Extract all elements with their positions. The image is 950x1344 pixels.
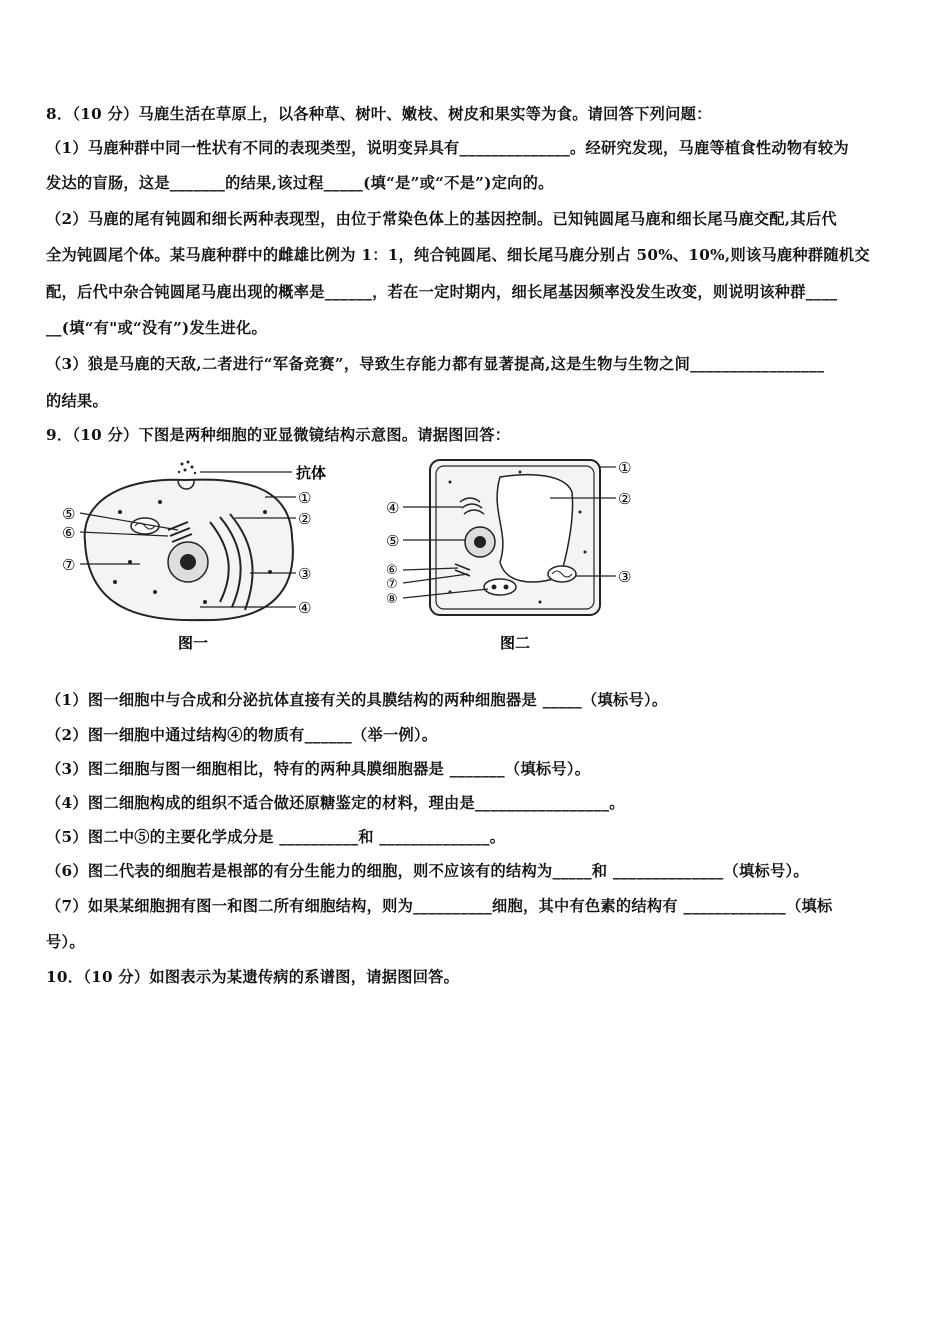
fig2-label-7: ⑦ [386,577,398,592]
q8-part1-line2: 发达的盲肠，这是_______的结果,该过程_____(填“是”或“不是”)定向的。 [46,174,554,192]
fig1-label-3: ③ [298,565,312,583]
fig2-label-3: ③ [618,568,632,586]
q8-part2-line2: 全为钝圆尾个体。某马鹿种群中的雌雄比例为 1：1，纯合钝圆尾、细长尾马鹿分别占 50%、10%,则该马鹿种群随机交 [46,246,870,264]
fig2-label-6: ⑥ [386,563,398,578]
fig1-label-5: ⑤ [62,505,76,523]
figure1-animal-cell [62,461,326,653]
q9-sub3: （3）图二细胞与图一细胞相比，特有的两种具膜细胞器是 _______（填标号）。 [46,760,591,778]
q8-part2-line1: （2）马鹿的尾有钝圆和细长两种表现型，由位于常染色体上的基因控制。已知钝圆尾马鹿和细长尾马鹿交配,其后代 [46,210,837,228]
q8-part2-line3: 配，后代中杂合钝圆尾马鹿出现的概率是______，若在一定时期内，细长尾基因频率没发生改变，则说明该种群____ [46,283,838,301]
figure1-caption: 图一 [178,634,209,652]
fig1-label-2: ② [298,510,312,528]
q8-part1-line1: （1）马鹿种群中同一性状有不同的表现类型，说明变异具有______________。经研究发现，马鹿等植食性动物有较为 [46,139,849,157]
q8-part2-line4: __(填“有"或“没有”)发生进化。 [46,319,267,337]
fig2-label-4: ④ [386,499,400,517]
q9-stem: 9．（10 分）下图是两种细胞的亚显微镜结构示意图。请据图回答： [46,426,511,444]
fig2-label-1: ① [618,459,632,477]
q9-sub7-line2: 号）。 [46,933,85,951]
q9-sub7-line1: （7）如果某细胞拥有图一和图二所有细胞结构，则为__________细胞，其中有色素的结构有 _____________（填标 [46,897,833,915]
q8-part3-line2: 的结果。 [46,392,108,410]
q8-stem: 8．（10 分）马鹿生活在草原上，以各种草、树叶、嫩枝、树皮和果实等为食。请回答下列问题： [46,105,712,123]
fig1-label-7: ⑦ [62,556,76,574]
fig1-label-4: ④ [298,599,312,617]
fig2-label-8: ⑧ [386,592,398,607]
fig2-label-5: ⑤ [386,532,400,550]
cell-diagrams [60,452,660,662]
q9-sub2: （2）图一细胞中通过结构④的物质有______（举一例）。 [46,726,438,744]
fig1-label-1: ① [298,489,312,507]
q8-part3-line1: （3）狼是马鹿的天敌,二者进行“军备竞赛”，导致生存能力都有显著提高,这是生物与生物之间_________________ [46,355,825,373]
q9-sub6: （6）图二代表的细胞若是根部的有分生能力的细胞，则不应该有的结构为_____和 ______________（填标号）。 [46,862,809,880]
figure2-caption: 图二 [500,634,531,652]
q9-sub1: （1）图一细胞中与合成和分泌抗体直接有关的具膜结构的两种细胞器是 _____（填标号）。 [46,691,668,709]
fig2-label-2: ② [618,490,632,508]
q9-sub5: （5）图二中⑤的主要化学成分是 __________和 ______________。 [46,828,506,846]
fig1-label-6: ⑥ [62,524,76,542]
figure2-plant-cell [386,459,631,652]
antibody-label: 抗体 [296,464,327,482]
q9-sub4: （4）图二细胞构成的组织不适合做还原糖鉴定的材料，理由是_________________。 [46,794,625,812]
q10-stem: 10．（10 分）如图表示为某遗传病的系谱图，请据图回答。 [46,968,460,986]
